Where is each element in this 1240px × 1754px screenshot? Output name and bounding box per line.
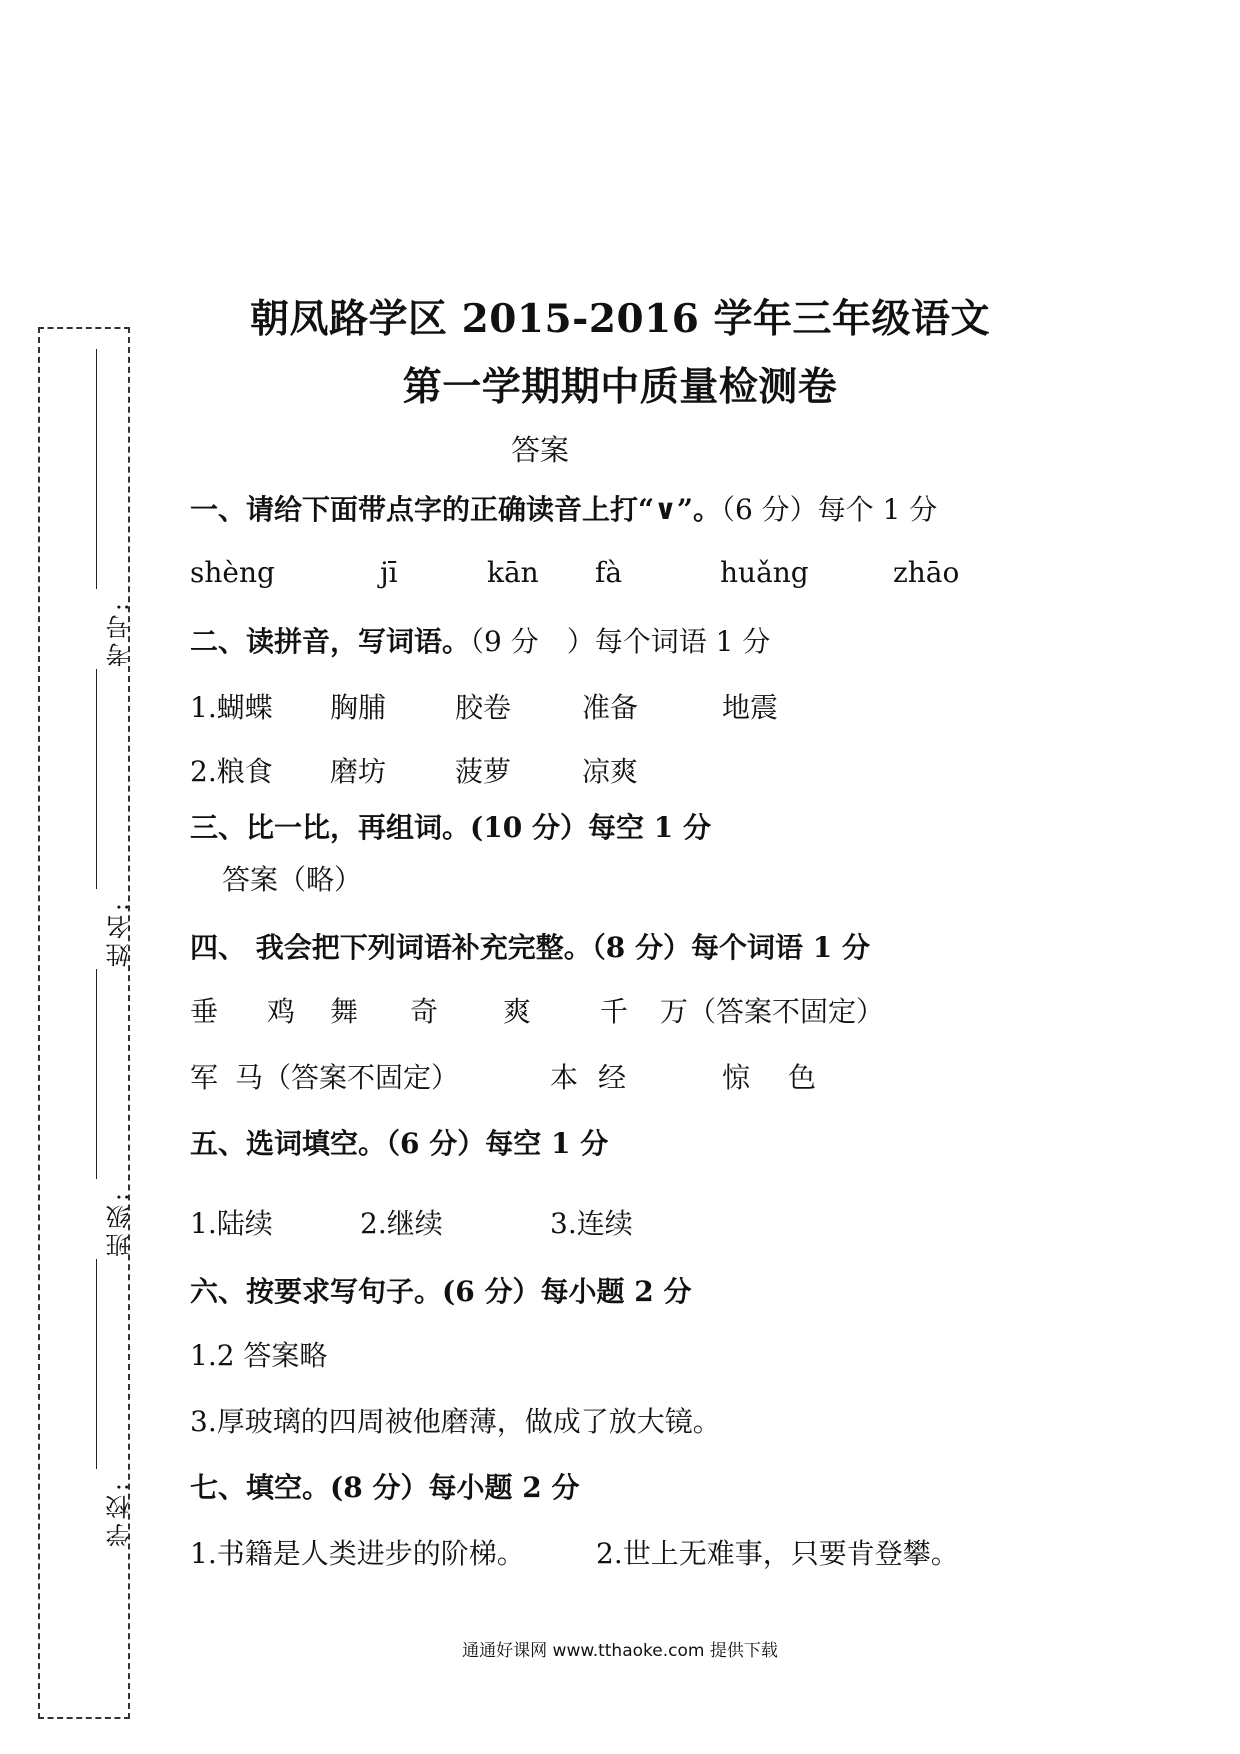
- s4-row1-word-1: 垂: [190, 995, 219, 1028]
- s1-answer-3: kān: [487, 556, 539, 589]
- s4-row2-word-2: 马（答案不固定）: [235, 1061, 460, 1094]
- s2-row2-word-2: 磨坊: [330, 755, 387, 788]
- s1-answer-6: zhāo: [893, 556, 960, 589]
- s2-row1-word-1: 1.蝴蝶: [190, 691, 273, 724]
- name-line: [96, 669, 97, 889]
- s1-answer-1: shèng: [190, 556, 275, 589]
- s2-row1-word-2: 胸脯: [330, 691, 387, 724]
- s4-row1-word-3: 舞: [330, 995, 359, 1028]
- s2-row2-word-4: 凉爽: [582, 755, 639, 788]
- exam-no-label: 考号:: [106, 599, 134, 668]
- section-3-heading: 三、比一比，再组词。(10 分）每空 1 分: [190, 811, 711, 844]
- s4-row2-word-3: 本: [550, 1061, 579, 1094]
- section-6-line-1: 1.2 答案略: [190, 1339, 328, 1372]
- section-1-heading: 一、请给下面带点字的正确读音上打“∨”。: [190, 493, 721, 526]
- s4-row1-word-5: 爽: [503, 995, 532, 1028]
- footer-credit: 通通好课网 www.tthaoke.com 提供下载: [462, 1641, 778, 1661]
- subtitle-answer: 答案: [510, 433, 569, 467]
- s4-row1-word-7: 万（答案不固定）: [660, 995, 885, 1028]
- s4-row1-word-4: 奇: [410, 995, 439, 1028]
- school-label: 学校:: [106, 1479, 134, 1548]
- name-label: 姓名:: [106, 899, 134, 968]
- section-7-answer-1: 1.书籍是人类进步的阶梯。: [190, 1537, 525, 1570]
- s2-row1-word-4: 准备: [582, 691, 639, 724]
- class-line: [96, 969, 97, 1179]
- s4-row2-word-4: 经: [598, 1061, 627, 1094]
- section-4-heading: 四、 我会把下列词语补充完整。（8 分）每个词语 1 分: [190, 931, 870, 964]
- section-1-score: （6 分）每个 1 分: [720, 493, 938, 526]
- section-7-heading: 七、填空。(8 分）每小题 2 分: [190, 1471, 580, 1504]
- s2-row2-word-3: 菠萝: [455, 755, 512, 788]
- s5-answer-3: 3.连续: [550, 1207, 633, 1240]
- s1-answer-2: jī: [380, 556, 398, 589]
- binding-strip: [38, 327, 134, 1719]
- class-label: 班级:: [106, 1189, 134, 1258]
- section-2-heading-line: [190, 620, 770, 660]
- s4-row2-word-5: 惊: [722, 1061, 751, 1094]
- section-7-answer-2: 2.世上无难事，只要肯登攀。: [596, 1537, 959, 1570]
- s2-row2-word-1: 2.粮食: [190, 755, 273, 788]
- s5-answer-1: 1.陆续: [190, 1207, 273, 1240]
- s1-answer-5: huǎng: [720, 556, 809, 589]
- s1-answer-4: fà: [595, 556, 623, 589]
- title-line-1: 朝凤路学区 2015-2016 学年三年级语文: [250, 296, 990, 342]
- section-2-score: （9 分 ）每个词语 1 分: [470, 625, 771, 658]
- s4-row2-word-1: 军: [190, 1061, 219, 1094]
- school-line: [96, 1259, 97, 1469]
- section-3-answer: 答案（略）: [222, 863, 363, 896]
- s5-answer-2: 2.继续: [360, 1207, 443, 1240]
- section-1-heading-line: [190, 488, 937, 528]
- section-6-line-2: 3.厚玻璃的四周被他磨薄，做成了放大镜。: [190, 1405, 721, 1438]
- section-2-heading: 二、读拼音，写词语。: [190, 625, 471, 658]
- s4-row2-word-6: 色: [788, 1061, 817, 1094]
- s4-row1-word-2: 鸡: [267, 995, 296, 1028]
- s2-row1-word-5: 地震: [722, 691, 779, 724]
- section-6-heading: 六、按要求写句子。(6 分）每小题 2 分: [190, 1275, 692, 1308]
- s4-row1-word-6: 千: [600, 995, 629, 1028]
- section-5-heading: 五、选词填空。（6 分）每空 1 分: [190, 1127, 609, 1160]
- s2-row1-word-3: 胶卷: [455, 691, 512, 724]
- title-line-2: 第一学期期中质量检测卷: [402, 364, 838, 410]
